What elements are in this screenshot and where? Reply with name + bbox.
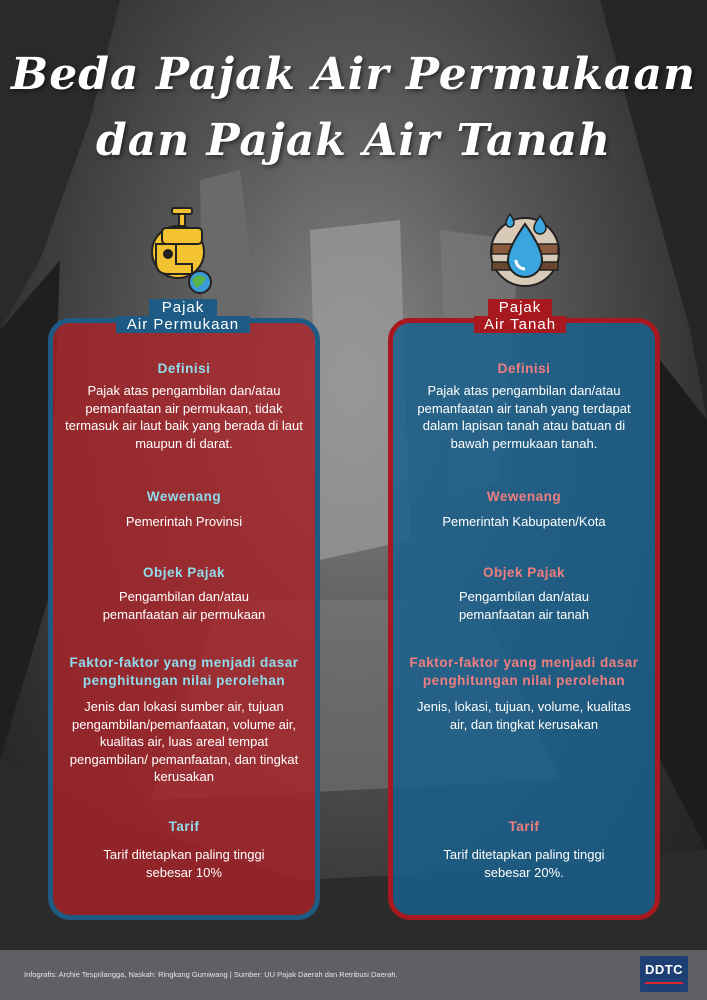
water-drop-icon [484,210,566,290]
ddtc-logo [640,956,688,992]
logo-underline [645,982,683,984]
text-objek-pajak: Pengambilan dan/atau pemanfaatan air tanah [458,589,590,622]
faucet-icon [148,206,218,294]
text-wewenang: Pemerintah Kabupaten/Kota [442,514,606,529]
text-faktor: Jenis, lokasi, tujuan, volume, kualitas air, dan tingkat kerusakan [417,699,631,732]
tag-right-line-2: Air Tanah [474,316,566,333]
title-line-2: dan Pajak Air Tanah [95,115,612,166]
title-line-1: Beda Pajak Air Permukaan [11,49,696,100]
footer-bar [0,950,707,1000]
heading-tarif: Tarif [168,819,200,834]
heading-faktor: Faktor-faktor yang menjadi dasar penghitungan nilai perolehan [69,655,299,688]
tag-left-line-1: Pajak [149,299,217,316]
credit-text: Infografis: Archie Tesprilangga, Naskah: Ringkang Gumiwang | Sumber: UU Pajak Daerah dan Retribusi Daerah. [24,970,398,979]
text-objek-pajak: Pengambilan dan/atau pemanfaatan air permukaan [102,589,266,622]
page-title [0,42,707,174]
heading-wewenang: Wewenang [146,489,222,504]
text-faktor: Jenis dan lokasi sumber air, tujuan pengambilan/pemanfaatan, volume air, kualitas air, luas areal tempat pengambilan/ pemanfaatan, dan tingkat kerusakan [69,699,299,784]
logo-text: DDTC [644,962,684,977]
tag-left-line-2: Air Permukaan [116,316,250,333]
text-definisi: Pajak atas pengambilan dan/atau pemanfaatan air permukaan, tidak termasuk air laut baik yang berada di laut maupun di darat. [65,383,303,451]
heading-wewenang: Wewenang [486,489,562,504]
text-wewenang: Pemerintah Provinsi [125,514,243,529]
heading-tarif: Tarif [508,819,540,834]
heading-objek-pajak: Objek Pajak [482,565,566,580]
tag-air-permukaan [116,298,250,334]
heading-objek-pajak: Objek Pajak [142,565,226,580]
tag-air-tanah [474,298,566,334]
heading-definisi: Definisi [157,361,211,376]
text-definisi: Pajak atas pengambilan dan/atau pemanfaatan air tanah yang terdapat dalam lapisan tanah atau batuan di bawah permukaan tanah. [417,383,631,451]
text-tarif: Tarif ditetapkan paling tinggi sebesar 10% [103,847,265,880]
heading-definisi: Definisi [497,361,551,376]
text-tarif: Tarif ditetapkan paling tinggi sebesar 20%. [443,847,605,880]
tag-right-line-1: Pajak [488,299,552,316]
heading-faktor: Faktor-faktor yang menjadi dasar penghitungan nilai perolehan [409,655,639,688]
